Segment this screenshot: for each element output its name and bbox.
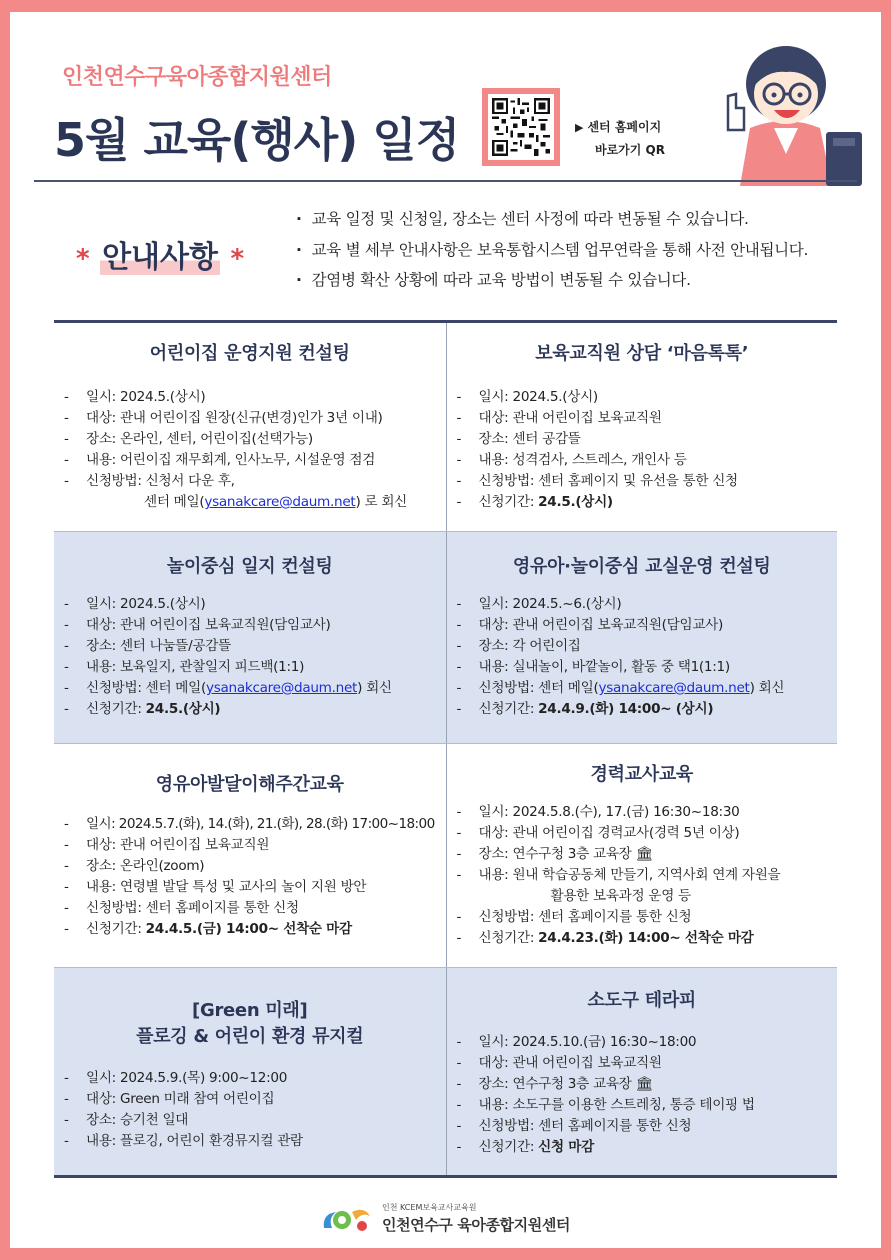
program-card-2 <box>446 323 838 531</box>
asterisk-icon: * <box>76 244 90 274</box>
program-apply: - 신청방법: 센터 홈페이지를 통한 신청 <box>64 898 436 919</box>
notice-item: · 교육 일정 및 신청일, 장소는 센터 사정에 따라 변동될 수 있습니다. <box>296 204 808 235</box>
program-date: - 일시: 2024.5.9.(목) 9:00~12:00 <box>64 1068 436 1089</box>
program-period: - 신청기간: 24.4.23.(화) 14:00~ 선착순 마감 <box>457 928 828 949</box>
asterisk-icon: * <box>230 244 245 274</box>
program-title: 놀이중심 일지 컨설팅 <box>166 556 333 577</box>
program-content: - 내용: 실내놀이, 바깥놀이, 활동 중 택1(1:1) <box>457 657 828 678</box>
program-date: - 일시: 2024.5.(상시) <box>64 594 436 615</box>
program-row <box>54 532 837 744</box>
program-target: - 대상: 관내 어린이집 보육교직원 <box>457 408 828 429</box>
program-period: - 신청기간: 24.4.5.(금) 14:00~ 선착순 마감 <box>64 919 436 940</box>
program-target: - 대상: 관내 어린이집 경력교사(경력 5년 이상) <box>457 823 828 844</box>
program-place: - 장소: 센터 나눔뜰/공감뜰 <box>64 636 436 657</box>
program-apply: - 신청방법: 센터 홈페이지를 통한 신청 <box>457 1116 828 1137</box>
program-card-7 <box>54 968 446 1175</box>
program-grid <box>54 320 837 1178</box>
program-title-line1: [Green 미래] <box>192 1000 308 1021</box>
program-content: - 내용: 성격검사, 스트레스, 개인사 등 <box>457 450 828 471</box>
program-content: - 내용: 플로깅, 어린이 환경뮤지컬 관람 <box>64 1131 436 1152</box>
notice-item: · 교육 별 세부 안내사항은 보육통합시스템 업무연락을 통해 사전 안내됩니다. <box>296 235 808 266</box>
program-title: 어린이집 운영지원 컨설팅 <box>149 343 350 364</box>
teacher-illustration <box>700 36 870 186</box>
notice-label-text: 안내사항 <box>102 240 218 275</box>
program-content: - 내용: 소도구를 이용한 스트레칭, 통증 테이핑 법 <box>457 1095 828 1116</box>
program-place: - 장소: 온라인(zoom) <box>64 856 436 877</box>
notice-label <box>76 232 244 276</box>
notice-item: · 감염병 확산 상황에 따라 교육 방법이 변동될 수 있습니다. <box>296 265 808 296</box>
program-place: - 장소: 센터 공감뜰 <box>457 429 828 450</box>
program-period: - 신청기간: 24.5.(상시) <box>64 699 436 720</box>
program-content: - 내용: 보육일지, 관찰일지 피드백(1:1) <box>64 657 436 678</box>
program-place: - 장소: 연수구청 3층 교육장 🏛 <box>457 1074 828 1095</box>
program-apply: - 신청방법: 센터 홈페이지 및 유선을 통한 신청 <box>457 471 828 492</box>
program-target: - 대상: 관내 어린이집 보육교직원(담임교사) <box>457 615 828 636</box>
email-link[interactable]: ysanakcare@daum.net <box>205 680 358 696</box>
program-card-5 <box>54 744 446 967</box>
program-place: - 장소: 온라인, 센터, 어린이집(선택가능) <box>64 429 436 450</box>
qr-code-icon <box>492 98 550 156</box>
program-target: - 대상: 관내 어린이집 보육교직원 <box>457 1053 828 1074</box>
program-target: - 대상: 관내 어린이집 보육교직원(담임교사) <box>64 615 436 636</box>
qr-caption-line2: 바로가기 QR <box>595 143 665 157</box>
program-card-8 <box>446 968 838 1175</box>
program-row <box>54 744 837 968</box>
program-row <box>54 323 837 532</box>
program-period: - 신청기간: 신청 마감 <box>457 1137 828 1158</box>
email-link[interactable]: ysanakcare@daum.net <box>204 494 356 510</box>
program-row <box>54 968 837 1175</box>
program-apply: - 신청방법: 센터 홈페이지를 통한 신청 <box>457 907 828 928</box>
program-apply: - 신청방법: 센터 메일(ysanakcare@daum.net) 회신 <box>64 678 436 699</box>
notice-list <box>296 204 808 296</box>
program-date: - 일시: 2024.5.(상시) <box>457 387 828 408</box>
program-date: - 일시: 2024.5.7.(화), 14.(화), 21.(화), 28.(화) 17:00~18:00 <box>64 814 436 835</box>
program-card-4 <box>446 532 838 743</box>
program-period: - 신청기간: 24.4.9.(화) 14:00~ (상시) <box>457 699 828 720</box>
footer-subtitle: 인천 KCEM보육교사교육원 <box>382 1203 477 1212</box>
program-place: - 장소: 승기천 일대 <box>64 1110 436 1131</box>
program-content: - 내용: 어린이집 재무회계, 인사노무, 시설운영 점검 <box>64 450 436 471</box>
program-place: - 장소: 각 어린이집 <box>457 636 828 657</box>
program-title: 경력교사교육 <box>590 764 694 785</box>
email-link[interactable]: ysanakcare@daum.net <box>598 680 750 696</box>
program-content-cont: 활용한 보육과정 운영 등 <box>550 888 691 904</box>
program-date: - 일시: 2024.5.(상시) <box>64 387 436 408</box>
program-title-line2: 플로깅 & 어린이 환경 뮤지컬 <box>136 1026 364 1047</box>
poster-page <box>10 12 881 1248</box>
program-apply: - 신청방법: 센터 메일(ysanakcare@daum.net) 회신 <box>457 678 828 699</box>
program-apply-cont: 센터 메일(ysanakcare@daum.net) 로 회신 <box>144 494 407 510</box>
program-title: 영유아·놀이중심 교실운영 컨설팅 <box>512 556 771 577</box>
program-apply: - 신청방법: 신청서 다운 후, <box>64 471 436 492</box>
program-period: - 신청기간: 24.5.(상시) <box>457 492 828 513</box>
qr-caption-line1: 센터 홈페이지 <box>587 120 662 134</box>
footer-center-name: 인천연수구 육아종합지원센터 <box>382 1216 570 1234</box>
program-content: - 내용: 연령별 발달 특성 및 교사의 놀이 지원 방안 <box>64 877 436 898</box>
qr-code[interactable] <box>482 88 560 166</box>
program-target: - 대상: Green 미래 참여 어린이집 <box>64 1089 436 1110</box>
page-title: 5월 교육(행사) 일정 <box>54 113 460 167</box>
program-card-3 <box>54 532 446 743</box>
program-date: - 일시: 2024.5.~6.(상시) <box>457 594 828 615</box>
org-name: 인천연수구육아종합지원센터 <box>62 65 332 90</box>
program-place: - 장소: 연수구청 3층 교육장 🏛 <box>457 844 828 865</box>
program-card-6 <box>446 744 838 967</box>
qr-caption <box>575 116 665 161</box>
program-content: - 내용: 원내 학습공동체 만들기, 지역사회 연계 자원을 <box>457 865 828 886</box>
program-target: - 대상: 관내 어린이집 원장(신규(변경)인가 3년 이내) <box>64 408 436 429</box>
program-title: 영유아발달이해주간교육 <box>155 774 344 795</box>
program-date: - 일시: 2024.5.8.(수), 17.(금) 16:30~18:30 <box>457 802 828 823</box>
footer <box>320 1200 580 1240</box>
play-arrow-icon: ▶ <box>575 121 584 134</box>
program-target: - 대상: 관내 어린이집 보육교직원 <box>64 835 436 856</box>
header-divider <box>34 180 857 182</box>
program-card-1 <box>54 323 446 531</box>
program-title: 보육교직원 상담 ‘마음톡톡’ <box>535 343 749 364</box>
program-date: - 일시: 2024.5.10.(금) 16:30~18:00 <box>457 1032 828 1053</box>
program-title: 소도구 테라피 <box>587 990 696 1011</box>
center-logo-icon <box>320 1202 374 1236</box>
